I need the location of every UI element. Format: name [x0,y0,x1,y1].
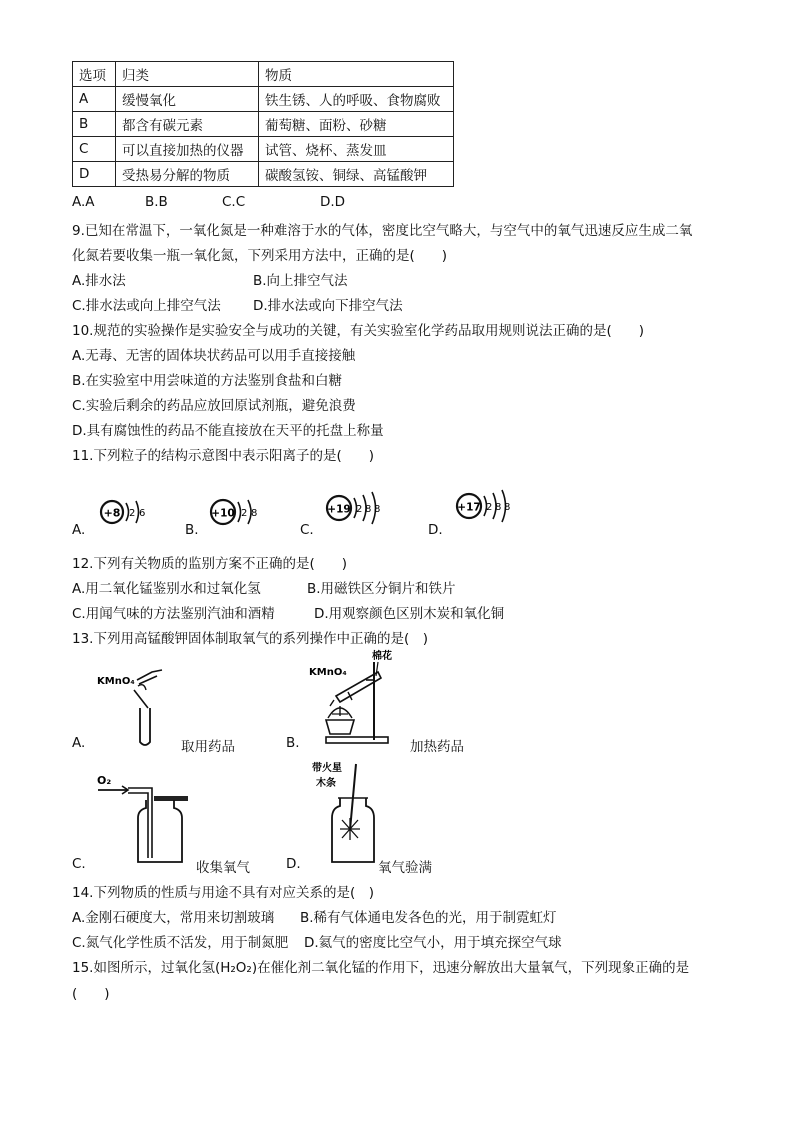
q12-option-b: B.用磁铁区分铜片和铁片 [307,581,456,597]
table-row [73,87,454,112]
header-option: 选项 [73,62,116,87]
q8-option-a: A.A [72,194,95,210]
q13-caption-b: 加热药品 [410,739,464,755]
q14-option-d: D.氦气的密度比空气小，用于填充探空气球 [304,935,562,951]
shell-electrons: 8 [495,502,502,513]
nucleus-label: +8 [103,506,121,520]
q14-option-a: A.金刚石硬度大，常用来切割玻璃 [72,910,275,926]
oxygen-full-test-diagram [306,758,386,870]
shell-electrons: 2 [486,502,493,513]
gas-label: O₂ [97,774,112,787]
nucleus-label: +17 [457,501,481,514]
shell-electrons: 8 [374,504,381,515]
table-cell: A [73,87,116,112]
q10-option-d: D.具有腐蚀性的药品不能直接放在天平的托盘上称量 [72,423,384,439]
q13-label-d: D. [286,856,301,872]
shell-electrons: 2 [129,508,136,519]
q9-option-b: B.向上排空气法 [253,273,348,289]
q10-option-c: C.实验后剩余的药品应放回原试剂瓶，避免浪费 [72,398,356,414]
q13-stem: 13.下列用高锰酸钾固体制取氧气的系列操作中正确的是( ) [72,631,429,647]
header-substance: 物质 [259,62,454,87]
table-cell: B [73,112,116,137]
q12-option-c: C.用闻气味的方法鉴别汽油和酒精 [72,606,275,622]
q11-label-a: A. [72,522,86,538]
q13-label-a: A. [72,735,86,751]
table-cell: D [73,162,116,187]
q10-option-b: B.在实验室中用尝味道的方法鉴别食盐和白糖 [72,373,343,389]
atom-diagram-b [206,492,270,532]
q13-label-b: B. [286,735,300,751]
splint-label-2: 木条 [316,778,336,789]
shell-electrons: 8 [504,502,511,513]
test-tube-reagent-diagram [92,662,172,750]
shell-electrons: 8 [365,504,372,515]
cotton-label: 棉花 [372,651,392,662]
q8-option-d: D.D [320,194,346,210]
q14-option-c: C.氮气化学性质不活发，用于制氮肥 [72,935,289,951]
q12-stem: 12.下列有关物质的监别方案不正确的是( ) [72,556,348,572]
table-header-row [73,62,454,87]
q13-caption-a: 取用药品 [181,739,235,755]
q13-label-c: C. [72,856,86,872]
heating-apparatus-diagram [306,648,406,746]
q9-option-c: C.排水法或向上排空气法 [72,298,221,314]
q15-stem-line1: 15.如图所示，过氧化氢(H₂O₂)在催化剂二氧化锰的作用下，迅速分解放出大量氧气，下列现象正确的是 [72,960,690,976]
q12-option-d: D.用观察颜色区别木炭和氧化铜 [314,606,505,622]
atom-diagram-d [452,484,518,528]
gas-collection-diagram [94,770,194,870]
q9-option-d: D.排水法或向下排空气法 [253,298,403,314]
reagent-label: KMnO₄ [309,667,347,678]
table-cell: 试管、烧杯、蒸发皿 [259,137,454,162]
q11-label-c: C. [300,522,314,538]
shell-electrons: 2 [356,504,363,515]
nucleus-label: +19 [327,503,351,516]
q15-stem-line2: ( ) [72,986,110,1002]
q14-option-b: B.稀有气体通电发各色的光，用于制霓虹灯 [300,910,557,926]
header-category: 归类 [116,62,259,87]
shell-electrons: 8 [251,508,258,519]
table-cell: 受热易分解的物质 [116,162,259,187]
q14-stem: 14.下列物质的性质与用途不具有对应关系的是( ) [72,885,375,901]
splint-label: 带火星 [312,763,342,774]
q11-label-b: B. [185,522,199,538]
q12-option-a: A.用二氧化锰鉴别水和过氧化氢 [72,581,261,597]
q11-label-d: D. [428,522,443,538]
table-cell: 都含有碳元素 [116,112,259,137]
table-cell: 碳酸氢铵、铜绿、高锰酸钾 [259,162,454,187]
q11-stem: 11.下列粒子的结构示意图中表示阳离子的是( ) [72,448,375,464]
table-row [73,162,454,187]
q8-option-c: C.C [222,194,246,210]
q8-option-b: B.B [145,194,168,210]
table-cell: C [73,137,116,162]
table-row [73,112,454,137]
nucleus-label: +10 [211,507,235,520]
table-cell: 缓慢氧化 [116,87,259,112]
q13-caption-c: 收集氧气 [196,860,250,876]
shell-electrons: 6 [139,508,146,519]
q9-stem-line1: 9.已知在常温下，一氧化氮是一种难溶于水的气体，密度比空气略大，与空气中的氧气迅速反应生成二氧 [72,223,693,239]
q9-stem-line2: 化氮若要收集一瓶一氧化氮，下列采用方法中，正确的是( ) [72,248,448,264]
q8-table [72,61,454,187]
table-row [73,137,454,162]
q10-stem: 10.规范的实验操作是实验安全与成功的关键，有关实验室化学药品取用规则说法正确的是( ) [72,323,645,339]
shell-electrons: 2 [241,508,248,519]
table-cell: 铁生锈、人的呼吸、食物腐败 [259,87,454,112]
atom-diagram-c [322,486,388,530]
atom-diagram-a [96,492,156,532]
table-cell: 可以直接加热的仪器 [116,137,259,162]
q13-caption-d: 氧气验满 [378,860,432,876]
q9-option-a: A.排水法 [72,273,126,289]
q10-option-a: A.无毒、无害的固体块状药品可以用手直接接触 [72,348,356,364]
reagent-label: KMnO₄ [97,676,135,687]
table-cell: 葡萄糖、面粉、砂糖 [259,112,454,137]
